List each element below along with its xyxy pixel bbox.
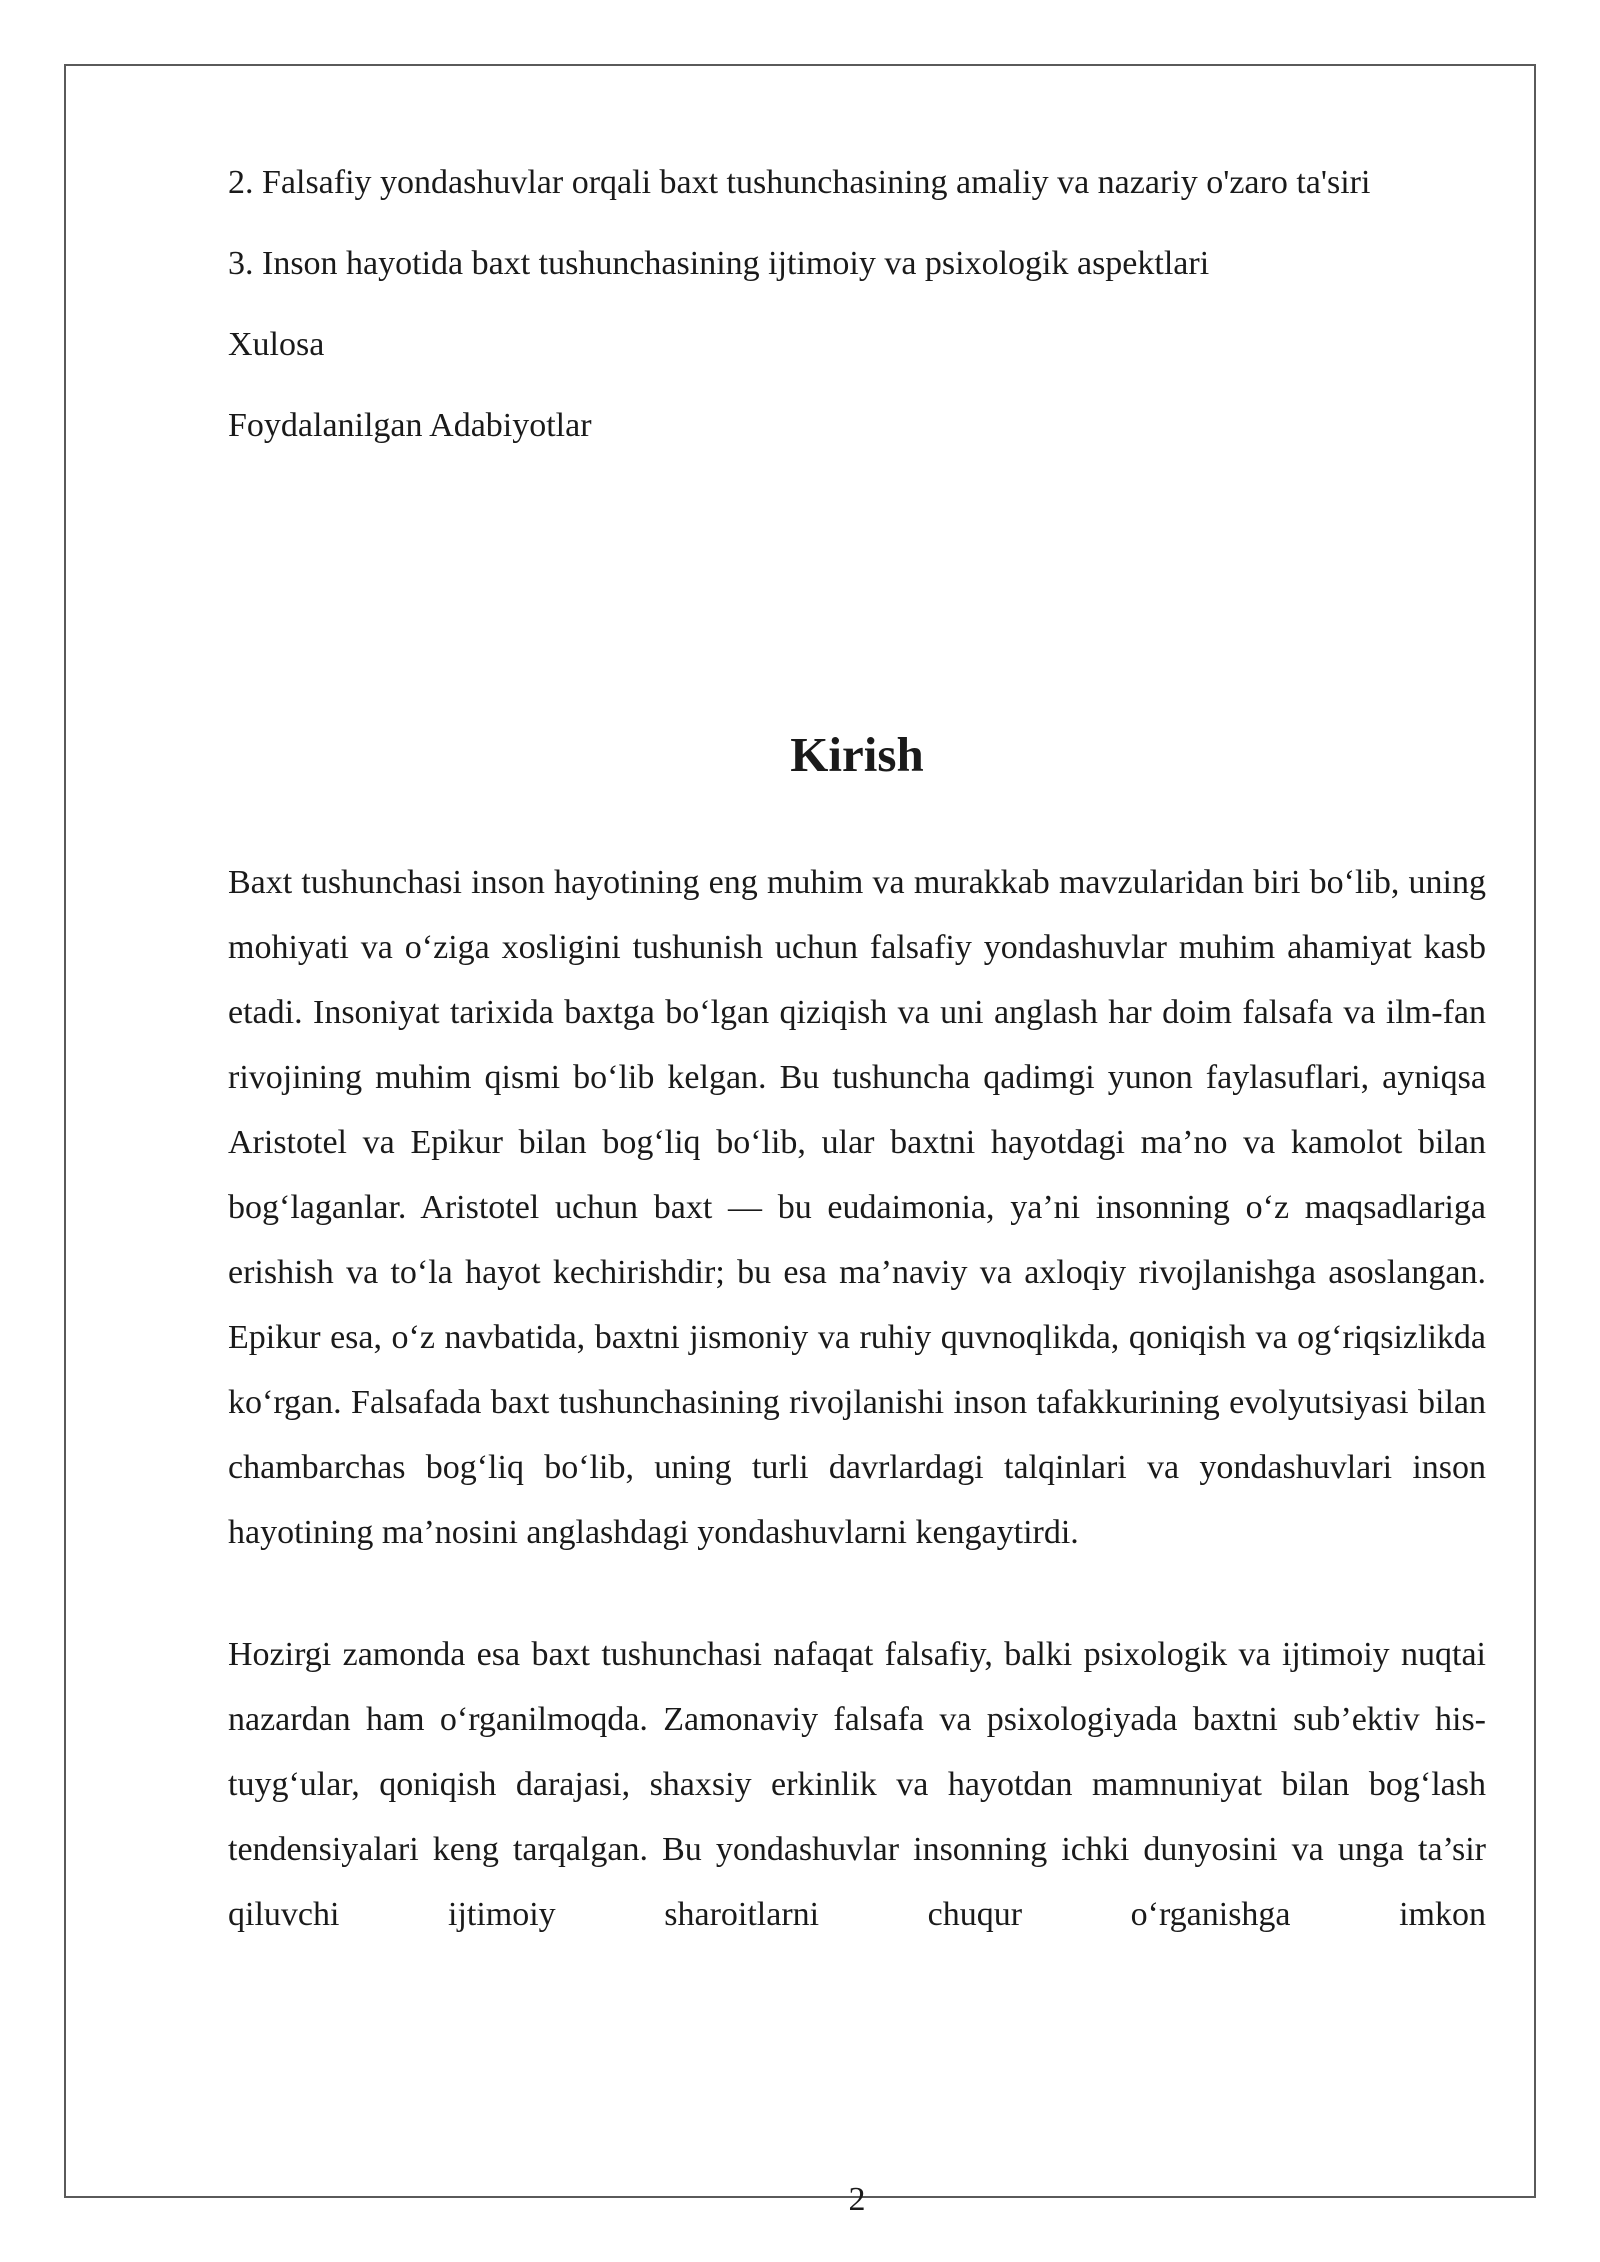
body-paragraph: Hozirgi zamonda esa baxt tushunchasi nafaqat falsafiy, balki psixologik va ijtimoiy nuqtai nazardan ham o‘rganilmoqda. Zamonaviy falsafa va psixologiyada baxtni sub’ektiv his-tuyg‘ular, qoniqish darajasi, shaxsiy erkinlik va hayotdan mamnuniyat bilan bog‘lash tendensiyalari keng tarqalgan. Bu yondashuvlar insonning ichki dunyosini va unga ta’sir qiluvchi ijtimoiy sharoitlarni chuqur o‘rganishga imkon <box>228 1636 1486 1933</box>
toc-item: 3. Inson hayotida baxt tushunchasining ijtimoiy va psixologik aspektlari <box>228 245 1210 282</box>
page-number: 2 <box>848 2181 866 2218</box>
toc-item: Xulosa <box>228 326 325 363</box>
section-body <box>228 850 1486 1947</box>
page-content <box>228 150 1486 2218</box>
table-of-contents <box>228 150 1486 458</box>
section-title: Kirish <box>790 727 924 782</box>
toc-item: 2. Falsafiy yondashuvlar orqali baxt tushunchasining amaliy va nazariy o'zaro ta'siri <box>228 164 1371 201</box>
body-paragraph: Baxt tushunchasi inson hayotining eng muhim va murakkab mavzularidan biri bo‘lib, uning mohiyati va o‘ziga xosligini tushunish uchun falsafiy yondashuvlar muhim ahamiyat kasb etadi. Insoniyat tarixida baxtga bo‘lgan qiziqish va uni anglash har doim falsafa va ilm-fan rivojining muhim qismi bo‘lib kelgan. Bu tushuncha qadimgi yunon faylasuflari, ayniqsa Aristotel va Epikur bilan bog‘liq bo‘lib, ular baxtni hayotdagi ma’no va kamolot bilan bog‘laganlar. Aristotel uchun baxt — bu eudaimonia, ya’ni insonning o‘z maqsadlariga erishish va to‘la hayot kechirishdir; bu esa ma’naviy va axloqiy rivojlanishga asoslangan. Epikur esa, o‘z navbatida, baxtni jismoniy va ruhiy quvnoqlikda, qoniqish va og‘riqsizlikda ko‘rgan. Falsafada baxt tushunchasining rivojlanishi inson tafakkurining evolyutsiyasi bilan chambarchas bog‘liq bo‘lib, uning turli davrlardagi talqinlari va yondashuvlari inson hayotining ma’nosini anglashdagi yondashuvlarni kengaytirdi. <box>228 864 1486 1551</box>
toc-item: Foydalanilgan Adabiyotlar <box>228 407 592 444</box>
